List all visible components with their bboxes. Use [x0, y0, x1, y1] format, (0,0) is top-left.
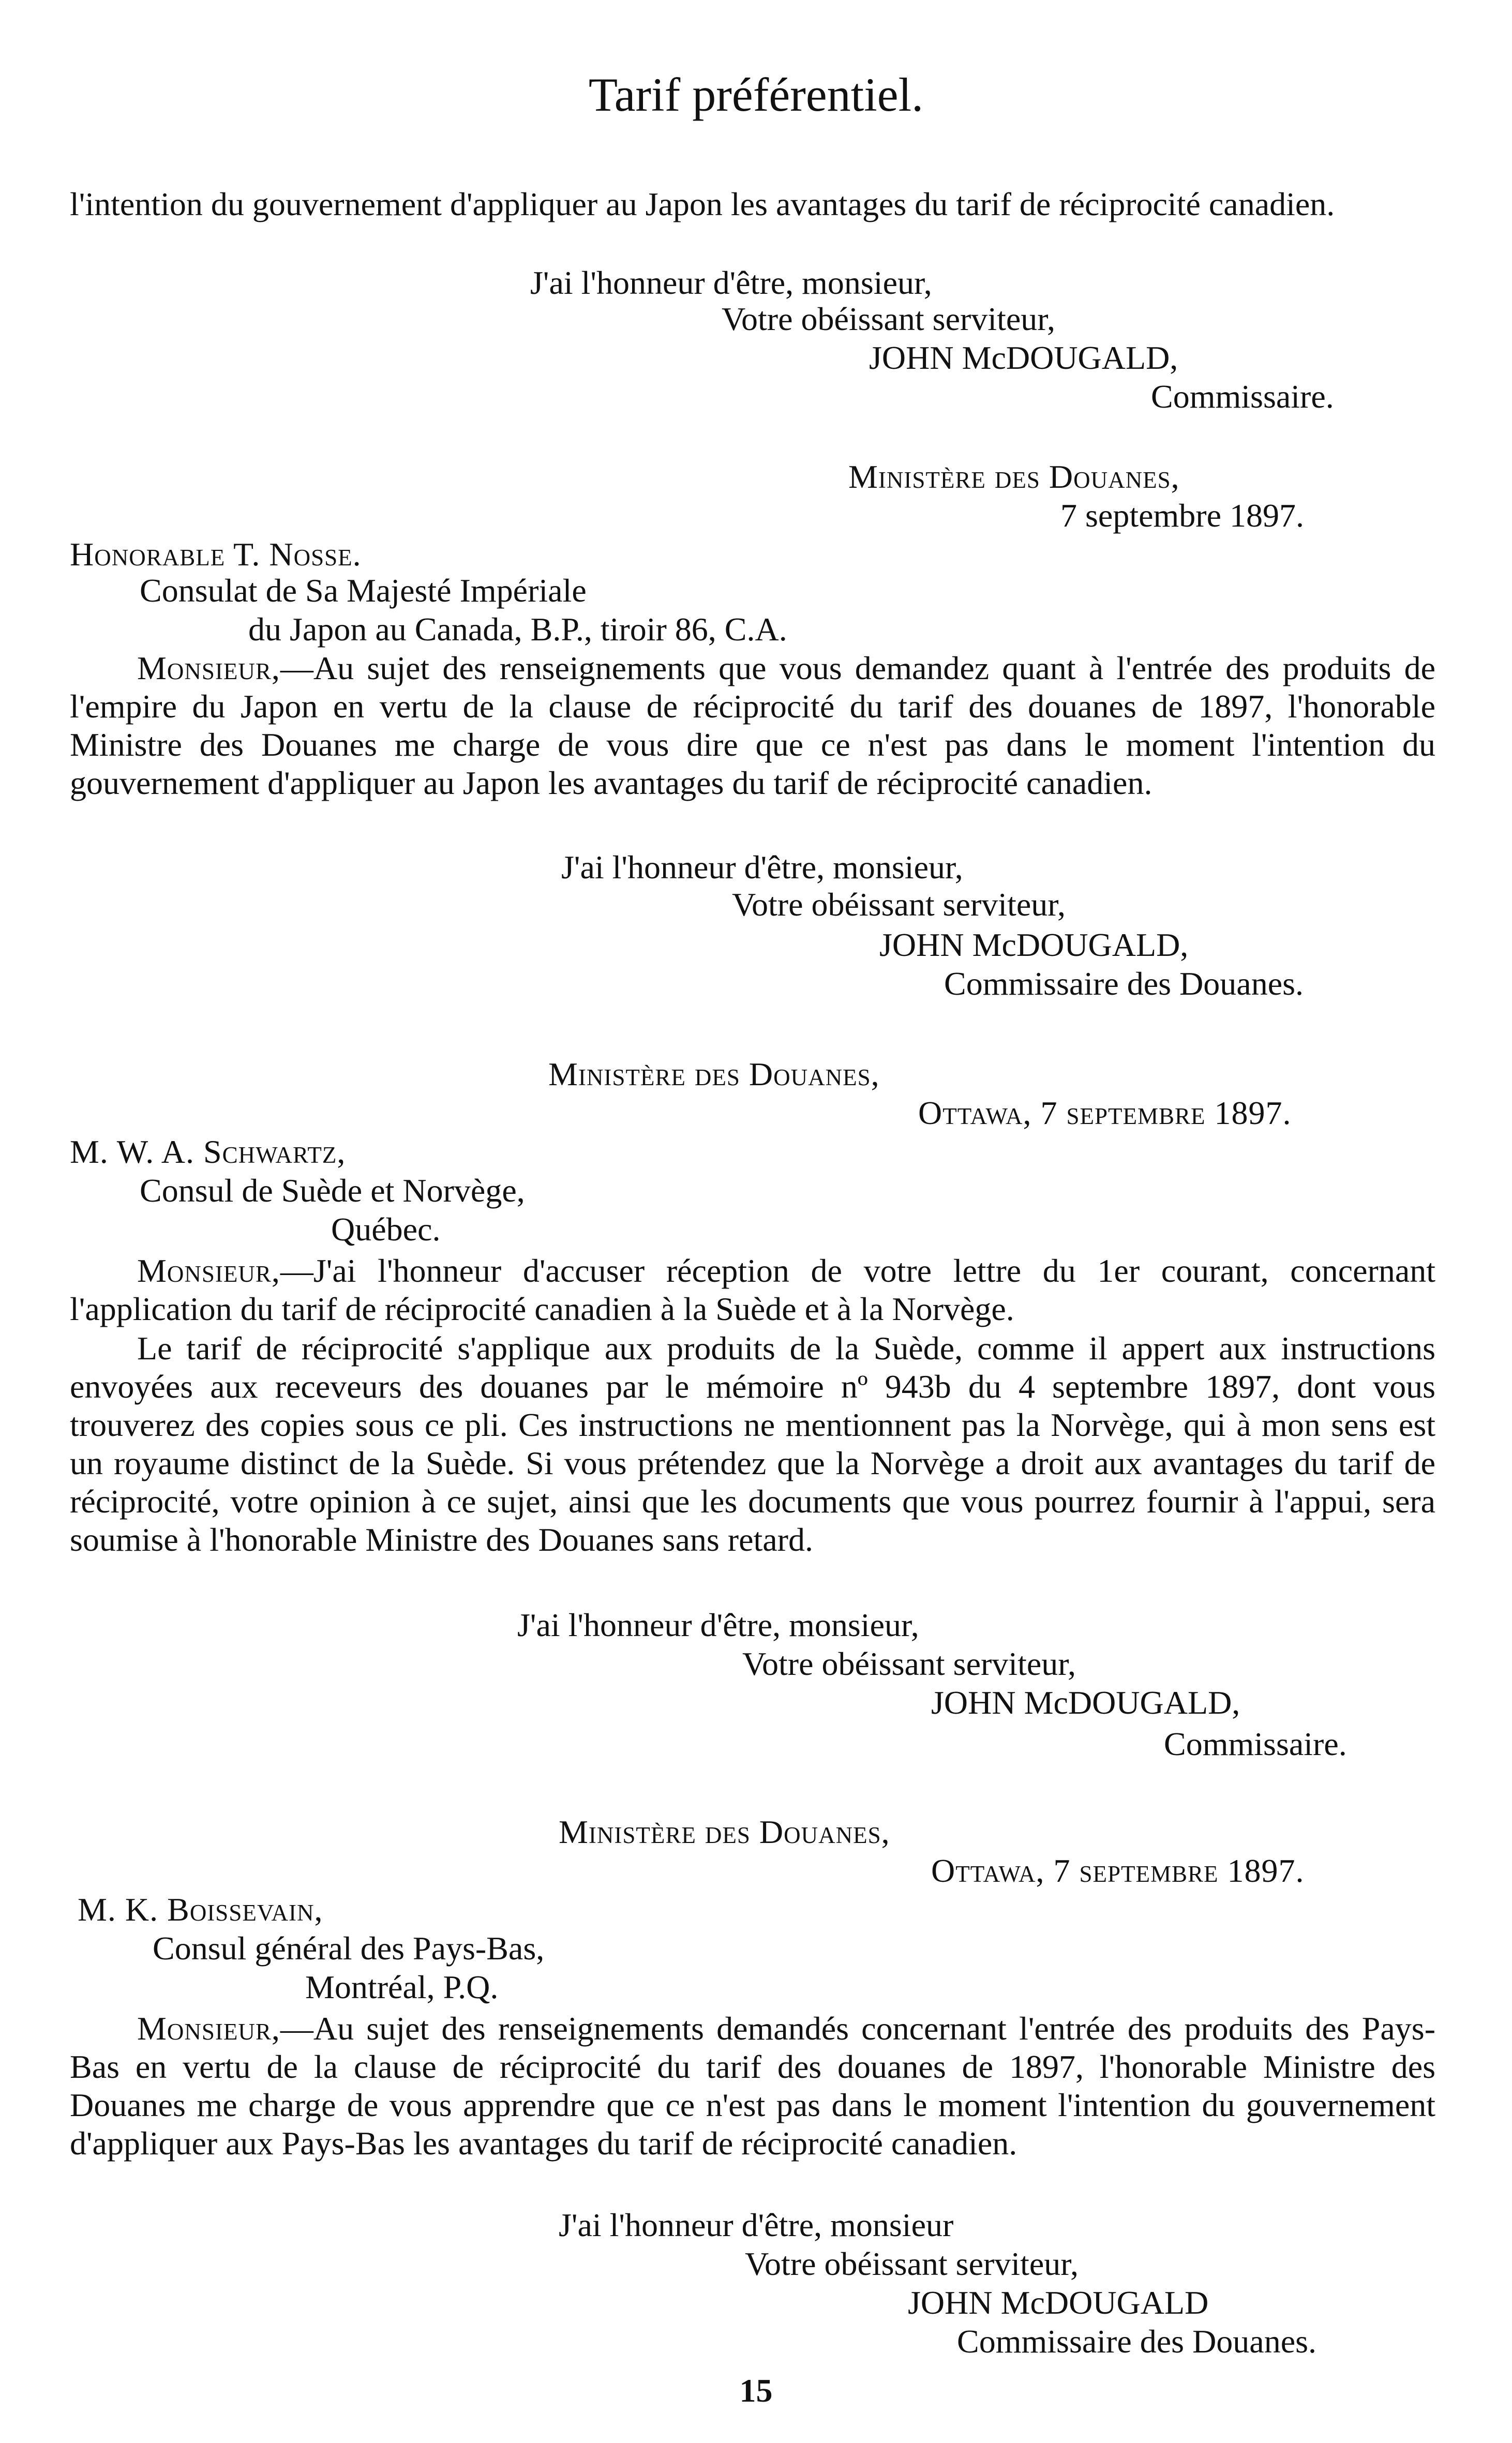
letter2-closing-1: J'ai l'honneur d'être, monsieur,: [561, 849, 963, 886]
letter2-date: 7 septembre 1897.: [1060, 497, 1304, 534]
letter2-recipient-name: Honorable T. Nosse.: [70, 536, 362, 573]
letter2-body: [70, 649, 1435, 802]
letter1-signer: JOHN McDOUGALD,: [869, 339, 1178, 376]
letter3-closing-1: J'ai l'honneur d'être, monsieur,: [517, 1607, 919, 1643]
letter3-recipient-name: M. W. A. Schwartz,: [70, 1133, 346, 1170]
letter4-body: [70, 2010, 1435, 2163]
letter4-signer-title: Commissaire des Douanes.: [957, 2323, 1316, 2360]
letter1-closing-1: J'ai l'honneur d'être, monsieur,: [530, 264, 932, 301]
letter4-date: Ottawa, 7 septembre 1897.: [931, 1852, 1305, 1889]
letter3-recipient-line3: Québec.: [331, 1211, 441, 1248]
letter1-signer-title: Commissaire.: [1151, 378, 1334, 415]
letter4-closing-2: Votre obéissant serviteur,: [745, 2245, 1079, 2282]
letter3-date: Ottawa, 7 septembre 1897.: [918, 1095, 1292, 1131]
letter3-closing-2: Votre obéissant serviteur,: [742, 1645, 1076, 1682]
letter3-body-2: Le tarif de réciprocité s'applique aux produits de la Suède, comme il appert aux instructions envoyées aux receveurs des douanes par le mémoire nº 943b du 4 septembre 1897, dont vous trouverez des copies sous ce pli. Ces instructions ne mentionnent pas la Norvège, qui à mon sens est un royaume distinct de la Suède. Si vous prétendez que la Norvège a droit aux avantages du tarif de réciprocité, votre opinion à ce sujet, ainsi que les documents que vous pourrez fournir à l'appui, sera soumise à l'honorable Ministre des Douanes sans retard.: [70, 1330, 1435, 1558]
page-header: Tarif préférentiel.: [588, 68, 924, 121]
letter3-recipient-line2: Consul de Suède et Norvège,: [140, 1172, 525, 1209]
letter4-signer: JOHN McDOUGALD: [908, 2284, 1209, 2321]
letter4-recipient-line3: Montréal, P.Q.: [305, 1969, 499, 2005]
letter3-body-1: [70, 1252, 1435, 1328]
letter4-recipient-line2: Consul général des Pays-Bas,: [153, 1930, 545, 1967]
letter1-body: l'intention du gouvernement d'appliquer au Japon les avantages du tarif de réciprocité canadien.: [70, 186, 1335, 222]
letter4-closing-1: J'ai l'honneur d'être, monsieur: [559, 2207, 954, 2243]
letter2-recipient-line2: Consulat de Sa Majesté Impériale: [140, 572, 587, 609]
letter2-closing-2: Votre obéissant serviteur,: [732, 886, 1066, 923]
letter2-salutation: Monsieur,: [137, 650, 280, 686]
letter4-recipient-name: M. K. Boissevain,: [78, 1891, 323, 1928]
page-number: 15: [739, 2372, 773, 2409]
letter3-body-1-text: —J'ai l'honneur d'accuser réception de votre lettre du 1er courant, concernant l'application du tarif de réciprocité canadien à la Suède et à la Norvège.: [70, 1252, 1435, 1327]
letter4-body-text: —Au sujet des renseignements demandés concernant l'entrée des produits des Pays-Bas en vertu de la clause de réciprocité du tarif des douanes de 1897, l'honorable Ministre des Douanes me charge de vous apprendre que ce n'est pas dans le moment l'intention du gouvernement d'appliquer aux Pays-Bas les avantages du tarif de réciprocité canadien.: [70, 2010, 1435, 2162]
letter3-salutation: Monsieur,: [137, 1252, 280, 1289]
letter4-ministry: Ministère des Douanes,: [559, 1813, 890, 1850]
letter2-signer: JOHN McDOUGALD,: [879, 926, 1189, 963]
letter3-signer: JOHN McDOUGALD,: [931, 1684, 1240, 1721]
letter2-ministry: Ministère des Douanes,: [848, 458, 1180, 495]
letter2-signer-title: Commissaire des Douanes.: [944, 965, 1304, 1002]
letter1-closing-2: Votre obéissant serviteur,: [722, 301, 1055, 337]
letter3-signer-title: Commissaire.: [1164, 1726, 1347, 1762]
letter4-salutation: Monsieur,: [137, 2010, 280, 2047]
letter2-recipient-line3: du Japon au Canada, B.P., tiroir 86, C.A.: [248, 611, 787, 648]
letter2-body-text: —Au sujet des renseignements que vous demandez quant à l'entrée des produits de l'empire du Japon en vertu de la clause de réciprocité du tarif des douanes de 1897, l'honorable Ministre des Douanes me charge de vous dire que ce n'est pas dans le moment l'intention du gouvernement d'appliquer au Japon les avantages du tarif de réciprocité canadien.: [70, 650, 1435, 801]
letter3-ministry: Ministère des Douanes,: [548, 1056, 880, 1092]
